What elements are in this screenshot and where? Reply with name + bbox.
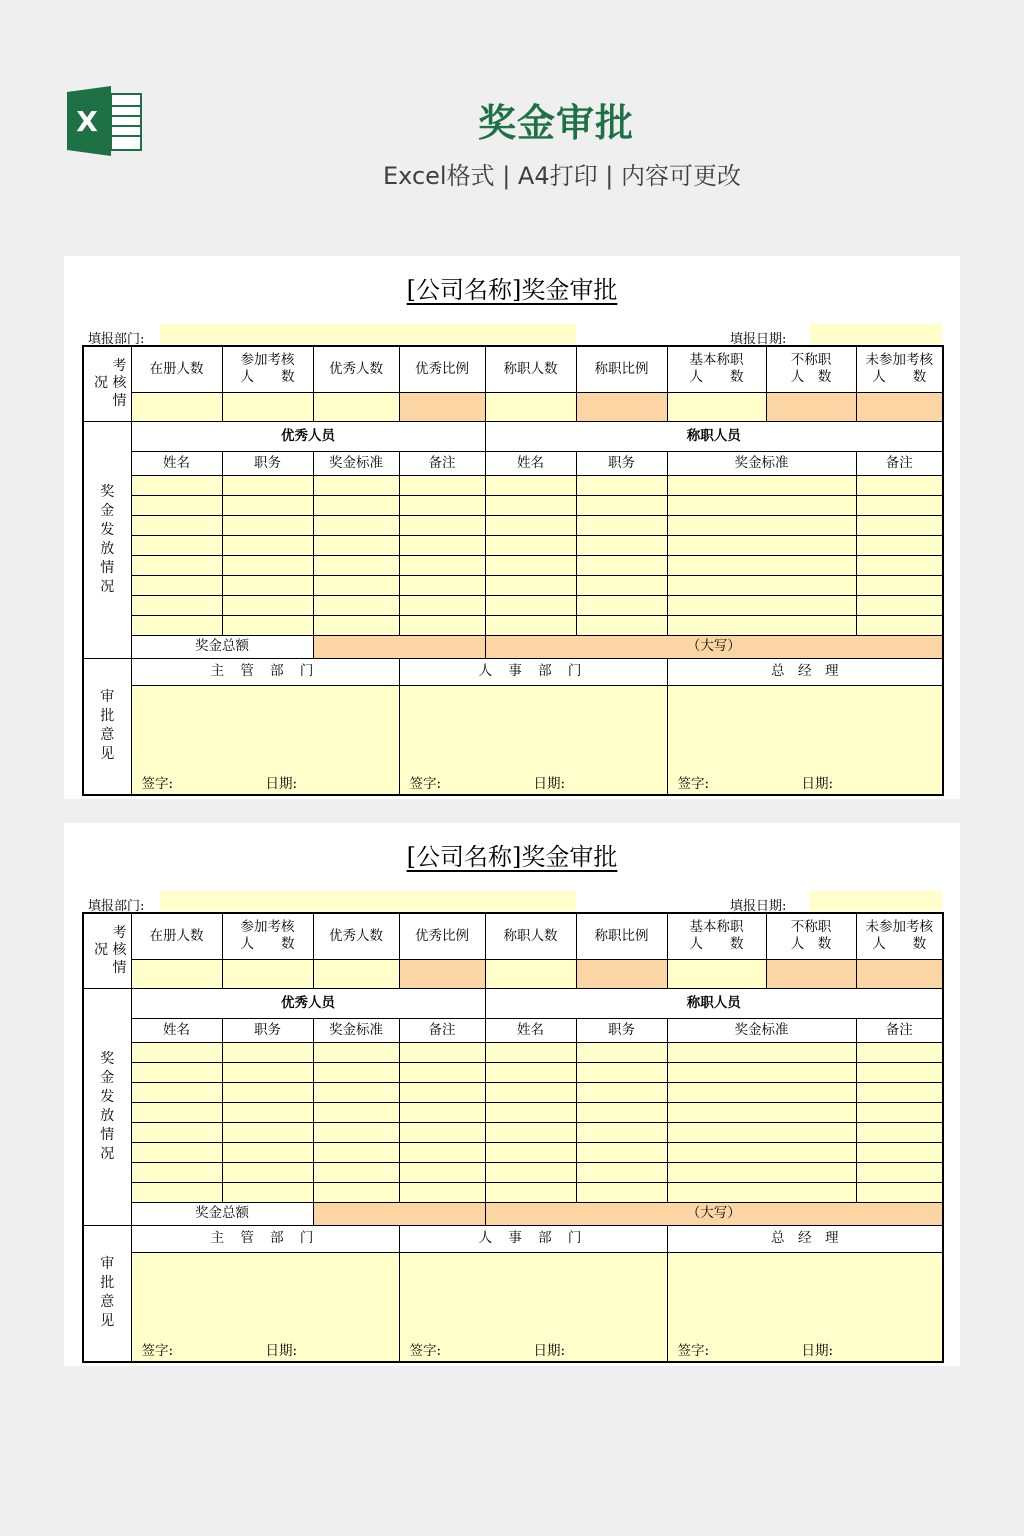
bonus-cell[interactable] [576,475,667,495]
input-cell[interactable] [313,959,399,988]
bonus-cell[interactable] [856,1062,943,1082]
col-remark: 备注 [856,1018,943,1042]
col-excellent-count: 优秀人数 [313,346,399,392]
bonus-cell[interactable] [856,1102,943,1122]
bonus-cell[interactable] [131,1182,222,1202]
bonus-cell[interactable] [485,1122,576,1142]
col-remark: 备注 [399,1018,485,1042]
bonus-cell[interactable] [576,595,667,615]
bonus-cell[interactable] [222,475,313,495]
col-remark: 备注 [399,451,485,475]
bonus-cell[interactable] [856,1162,943,1182]
bonus-cell[interactable] [313,475,399,495]
bonus-cell[interactable] [313,595,399,615]
bonus-cell[interactable] [131,535,222,555]
date-field[interactable] [810,324,942,344]
dept-label: 填报部门: [88,332,145,347]
bonus-cell[interactable] [667,1102,856,1122]
bonus-cell[interactable] [856,615,943,635]
bonus-cell[interactable] [856,515,943,535]
group-excellent: 优秀人员 [131,421,485,451]
bonus-cell[interactable] [667,1162,856,1182]
hr-opinion[interactable]: 签字: 日期: [399,685,667,795]
input-cell[interactable] [766,392,856,421]
bonus-cell[interactable] [222,1042,313,1062]
bonus-cell[interactable] [222,535,313,555]
bonus-cell[interactable] [131,1142,222,1162]
bonus-cell[interactable] [576,1182,667,1202]
bonus-side-label: 奖金发放情况 [83,988,131,1225]
bonus-cell[interactable] [485,475,576,495]
bonus-side-label: 奖金发放情况 [83,421,131,658]
bonus-cell[interactable] [399,475,485,495]
bonus-cell[interactable] [222,575,313,595]
bonus-cell[interactable] [399,1142,485,1162]
bonus-cell[interactable] [222,1062,313,1082]
input-cell[interactable] [856,959,943,988]
col-excellent-count: 优秀人数 [313,913,399,959]
bonus-cell[interactable] [222,1102,313,1122]
bonus-cell[interactable] [131,555,222,575]
bonus-cell[interactable] [222,1142,313,1162]
bonus-cell[interactable] [856,595,943,615]
total-amount[interactable] [313,1202,485,1225]
bonus-cell[interactable] [576,1162,667,1182]
col-name: 姓名 [131,1018,222,1042]
bonus-cell[interactable] [399,515,485,535]
bonus-cell[interactable] [576,1142,667,1162]
input-cell[interactable] [766,959,856,988]
bonus-cell[interactable] [313,1162,399,1182]
bonus-cell[interactable] [576,535,667,555]
bonus-cell[interactable] [576,1082,667,1102]
bonus-cell[interactable] [485,515,576,535]
bonus-cell[interactable] [313,1142,399,1162]
col-dept-head: 主 管 部 门 [131,1225,399,1252]
bonus-cell[interactable] [667,615,856,635]
col-excellent-ratio: 优秀比例 [399,346,485,392]
input-cell[interactable] [667,392,766,421]
input-cell[interactable] [222,392,313,421]
sheet-title: [公司名称]奖金审批 [406,843,618,871]
bonus-cell[interactable] [399,615,485,635]
gm-opinion[interactable]: 签字: 日期: [667,685,943,795]
bonus-cell[interactable] [485,495,576,515]
col-excellent-ratio: 优秀比例 [399,913,485,959]
assess-side-label: 考 况 核 情 [83,913,131,988]
bonus-cell[interactable] [313,1182,399,1202]
bonus-cell[interactable] [131,495,222,515]
bonus-cell[interactable] [131,1102,222,1122]
input-cell[interactable] [576,392,667,421]
bonus-cell[interactable] [222,495,313,515]
col-incompetent: 不称职 人 数 [766,346,856,392]
bonus-cell[interactable] [667,475,856,495]
group-competent: 称职人员 [485,988,943,1018]
col-position: 职务 [576,451,667,475]
bonus-cell[interactable] [485,595,576,615]
bonus-cell[interactable] [667,555,856,575]
bonus-cell[interactable] [856,495,943,515]
main-title: 奖金审批 [477,101,634,145]
bonus-cell[interactable] [131,615,222,635]
bonus-cell[interactable] [485,535,576,555]
dept-field[interactable] [160,324,576,344]
bonus-cell[interactable] [485,1102,576,1122]
bonus-cell[interactable] [131,1082,222,1102]
bonus-cell[interactable] [576,615,667,635]
bonus-cell[interactable] [485,615,576,635]
bonus-cell[interactable] [222,1162,313,1182]
bonus-cell[interactable] [222,555,313,575]
total-label: 奖金总额 [131,1202,313,1225]
date-field[interactable] [810,891,942,911]
col-remark: 备注 [856,451,943,475]
bonus-cell[interactable] [667,1082,856,1102]
dept-label: 填报部门: [88,899,145,914]
bonus-cell[interactable] [399,1122,485,1142]
hr-opinion[interactable]: 签字: 日期: [399,1252,667,1362]
bonus-cell[interactable] [222,1122,313,1142]
bonus-cell[interactable] [399,595,485,615]
bonus-cell[interactable] [131,1062,222,1082]
bonus-cell[interactable] [856,1182,943,1202]
bonus-cell[interactable] [399,535,485,555]
bonus-cell[interactable] [222,595,313,615]
input-cell[interactable] [399,959,485,988]
gm-opinion[interactable]: 签字: 日期: [667,1252,943,1362]
col-registered: 在册人数 [131,913,222,959]
group-competent: 称职人员 [485,421,943,451]
col-name: 姓名 [131,451,222,475]
total-label: 奖金总额 [131,635,313,658]
col-position: 职务 [576,1018,667,1042]
input-cell[interactable] [485,392,576,421]
input-cell[interactable] [222,959,313,988]
bonus-cell[interactable] [667,1182,856,1202]
subtitle: Excel格式 | A4打印 | 内容可更改 [383,162,741,190]
sheet-title: [公司名称]奖金审批 [406,276,618,304]
bonus-cell[interactable] [485,1042,576,1062]
approval-table [82,912,944,1363]
col-participants: 参加考核 人 数 [222,913,313,959]
bonus-cell[interactable] [313,495,399,515]
bonus-cell[interactable] [222,1082,313,1102]
bonus-cell[interactable] [131,1162,222,1182]
bonus-cell[interactable] [667,1142,856,1162]
col-not-assessed: 未参加考核 人 数 [856,913,943,959]
bonus-cell[interactable] [576,1042,667,1062]
col-registered: 在册人数 [131,346,222,392]
bonus-cell[interactable] [131,1122,222,1142]
bonus-cell[interactable] [399,1182,485,1202]
col-position: 职务 [222,451,313,475]
bonus-cell[interactable] [856,555,943,575]
bonus-cell[interactable] [667,1042,856,1062]
total-amount[interactable] [313,635,485,658]
bonus-cell[interactable] [667,515,856,535]
input-cell[interactable] [856,392,943,421]
bonus-cell[interactable] [399,1062,485,1082]
bonus-cell[interactable] [131,515,222,535]
input-cell[interactable] [576,959,667,988]
approval-table [82,345,944,796]
bonus-cell[interactable] [667,535,856,555]
bonus-cell[interactable] [856,1142,943,1162]
bonus-cell[interactable] [856,535,943,555]
bonus-cell[interactable] [399,1082,485,1102]
bonus-cell[interactable] [856,475,943,495]
bonus-cell[interactable] [313,1082,399,1102]
input-cell[interactable] [399,392,485,421]
bonus-cell[interactable] [576,1102,667,1122]
bonus-cell[interactable] [576,575,667,595]
approval-side-label: 审批意见 [83,1225,131,1362]
bonus-cell[interactable] [131,1042,222,1062]
bonus-cell[interactable] [222,1182,313,1202]
form-sheet-2 [64,823,960,1366]
col-basic-competent: 基本称职 人 数 [667,346,766,392]
col-participants: 参加考核 人 数 [222,346,313,392]
bonus-cell[interactable] [131,575,222,595]
bonus-cell[interactable] [313,555,399,575]
bonus-cell[interactable] [856,575,943,595]
col-gm: 总 经 理 [667,658,943,685]
bonus-cell[interactable] [399,555,485,575]
bonus-cell[interactable] [313,515,399,535]
col-bonus-std: 奖金标准 [313,451,399,475]
col-dept-head: 主 管 部 门 [131,658,399,685]
col-bonus-std: 奖金标准 [667,451,856,475]
col-name: 姓名 [485,451,576,475]
input-cell[interactable] [131,392,222,421]
bonus-cell[interactable] [576,1122,667,1142]
col-basic-competent: 基本称职 人 数 [667,913,766,959]
col-competent-ratio: 称职比例 [576,913,667,959]
col-hr: 人 事 部 门 [399,1225,667,1252]
col-competent-count: 称职人数 [485,346,576,392]
dept-head-opinion[interactable]: 签字: 日期: [131,1252,399,1362]
col-competent-count: 称职人数 [485,913,576,959]
bonus-cell[interactable] [313,1042,399,1062]
bonus-cell[interactable] [485,1142,576,1162]
bonus-cell[interactable] [856,1042,943,1062]
assess-side-label: 考 况 核 情 [83,346,131,421]
bonus-cell[interactable] [667,495,856,515]
bonus-cell[interactable] [131,595,222,615]
bonus-cell[interactable] [485,555,576,575]
col-hr: 人 事 部 门 [399,658,667,685]
bonus-cell[interactable] [576,1062,667,1082]
bonus-cell[interactable] [576,555,667,575]
input-cell[interactable] [131,959,222,988]
bonus-cell[interactable] [485,1062,576,1082]
bonus-cell[interactable] [856,1082,943,1102]
bonus-cell[interactable] [313,1062,399,1082]
bonus-cell[interactable] [485,1082,576,1102]
bonus-cell[interactable] [399,1102,485,1122]
col-bonus-std: 奖金标准 [667,1018,856,1042]
col-incompetent: 不称职 人 数 [766,913,856,959]
bonus-cell[interactable] [131,475,222,495]
bonus-cell[interactable] [222,615,313,635]
bonus-cell[interactable] [313,535,399,555]
bonus-cell[interactable] [667,1062,856,1082]
bonus-cell[interactable] [667,595,856,615]
bonus-cell[interactable] [399,1042,485,1062]
bonus-cell[interactable] [313,615,399,635]
bonus-cell[interactable] [485,1162,576,1182]
col-competent-ratio: 称职比例 [576,346,667,392]
bonus-cell[interactable] [399,575,485,595]
col-not-assessed: 未参加考核 人 数 [856,346,943,392]
bonus-cell[interactable] [313,575,399,595]
bonus-cell[interactable] [485,575,576,595]
bonus-cell[interactable] [399,1162,485,1182]
total-capital[interactable]: （大写） [485,635,943,658]
date-label: 填报日期: [730,332,787,347]
input-cell[interactable] [485,959,576,988]
approval-side-label: 审批意见 [83,658,131,795]
input-cell[interactable] [667,959,766,988]
col-bonus-std: 奖金标准 [313,1018,399,1042]
form-sheet-1 [64,256,960,799]
input-cell[interactable] [313,392,399,421]
bonus-cell[interactable] [485,1182,576,1202]
col-name: 姓名 [485,1018,576,1042]
bonus-cell[interactable] [399,495,485,515]
col-gm: 总 经 理 [667,1225,943,1252]
dept-head-opinion[interactable]: 签字: 日期: [131,685,399,795]
bonus-cell[interactable] [856,1122,943,1142]
bonus-cell[interactable] [313,1122,399,1142]
group-excellent: 优秀人员 [131,988,485,1018]
dept-field[interactable] [160,891,576,911]
total-capital[interactable]: （大写） [485,1202,943,1225]
col-position: 职务 [222,1018,313,1042]
date-label: 填报日期: [730,899,787,914]
bonus-cell[interactable] [576,495,667,515]
svg-text:X: X [76,105,98,138]
bonus-cell[interactable] [576,515,667,535]
bonus-cell[interactable] [222,515,313,535]
bonus-cell[interactable] [667,575,856,595]
bonus-cell[interactable] [313,1102,399,1122]
bonus-cell[interactable] [667,1122,856,1142]
